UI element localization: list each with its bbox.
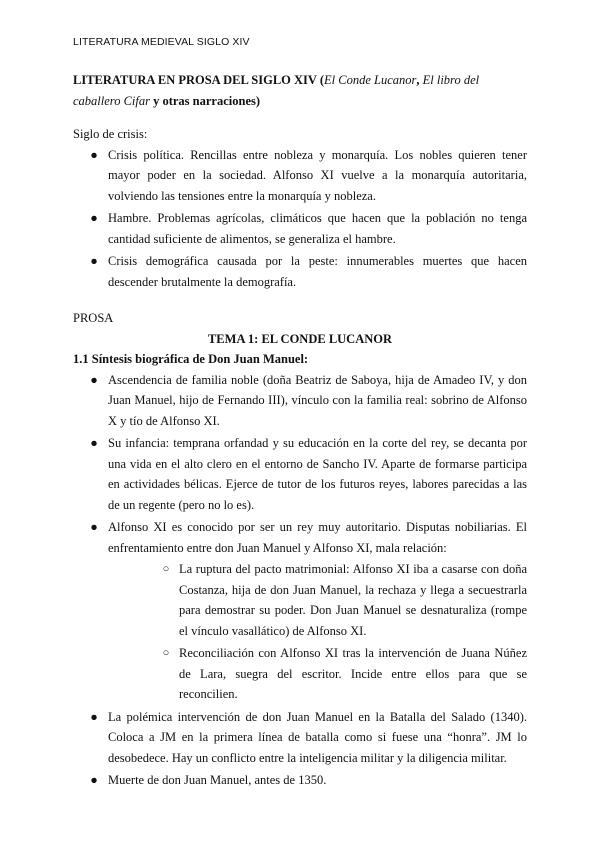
sub-list-item-text: La ruptura del pacto matrimonial: Alfonso XI iba a casarse con doña Costanza, hija de don Juan Manuel, la rechaza y llega a secuestrarla para demostrar su poder. Don Juan Manuel se desnaturaliza (rompe el vínculo vasallático) de Alfonso XI. — [179, 562, 527, 638]
bullet-icon: ● — [90, 709, 98, 724]
title-bold-start: LITERATURA EN PROSA DEL SIGLO XIV ( — [73, 73, 324, 87]
bullet-icon: ● — [90, 372, 98, 387]
list-item-text: Hambre. Problemas agrícolas, climáticos que hacen que la población no tenga cantidad suficiente de alimentos, se generaliza el hambre. — [108, 211, 527, 246]
bullet-icon: ● — [90, 520, 98, 534]
list-item-text: Muerte de don Juan Manuel, antes de 1350. — [108, 773, 327, 787]
bullet-icon: ● — [90, 254, 98, 268]
bio-list — [73, 370, 527, 791]
tema-title: TEMA 1: EL CONDE LUCANOR — [207, 331, 393, 346]
sub-list-item — [144, 643, 527, 705]
bullet-icon: ● — [90, 436, 98, 450]
title-italic-1: El Conde Lucanor — [324, 73, 417, 87]
sub-list-item — [144, 559, 527, 641]
crisis-list — [73, 145, 527, 293]
list-item — [73, 145, 527, 207]
title-sep: , — [416, 73, 423, 87]
hollow-bullet-icon: ○ — [162, 647, 170, 659]
prosa-label: PROSA — [73, 311, 114, 325]
document-body — [73, 70, 527, 793]
list-item-text: Su infancia: temprana orfandad y su educación en la corte del rey, se decanta por una vida en el alto clero en el entorno de Sancho IV. Aparte de formarse participa en actividades bélicas. Ejerce de tutor de los futuros reyes, labores parecidas a las de un regente (pero no lo es). — [108, 436, 527, 512]
section-title: 1.1 Síntesis biográfica de Don Juan Manuel: — [73, 352, 309, 366]
list-item — [73, 517, 527, 705]
title-bold-end: y otras narraciones) — [149, 93, 261, 108]
list-item — [73, 433, 527, 515]
sub-list-item-text: Reconciliación con Alfonso XI tras la intervención de Juana Núñez de Lara, suegra del escritor. Incide entre ellos para que se reconcilien. — [179, 646, 527, 701]
title-italic-2: El libro del caballero Cifar — [73, 73, 480, 108]
list-item — [73, 707, 527, 769]
list-item-text: Crisis política. Rencillas entre nobleza y monarquía. Los nobles quieren tener mayor poder en la sociedad. Alfonso XI vuelve a la monarquía autoritaria, volviendo las tensiones entre la monarquía y nobleza. — [108, 147, 527, 203]
document-title — [73, 70, 527, 111]
bullet-icon: ● — [90, 211, 98, 225]
list-item — [73, 370, 527, 432]
list-item — [73, 770, 527, 791]
crisis-label: Siglo de crisis: — [73, 127, 148, 141]
bullet-icon: ● — [90, 773, 98, 787]
list-item-text: Ascendencia de familia noble (doña Beatriz de Saboya, hija de Amadeo IV, y don Juan Manuel, hijo de Fernando III), vínculo con la familia real: sobrino de Alfonso X y tío de Alfonso XI. — [108, 372, 527, 428]
list-item-text: Alfonso XI es conocido por ser un rey muy autoritario. Disputas nobiliarias. El enfrentamiento entre don Juan Manuel y Alfonso XI, mala relación: — [108, 520, 527, 555]
hollow-bullet-icon: ○ — [162, 563, 170, 575]
bullet-icon: ● — [90, 147, 98, 162]
list-item-text: La polémica intervención de don Juan Manuel en la Batalla del Salado (1340). Coloca a JM en la primera línea de batalla como si fuese una “honra”. JM lo desobedece. Hay un conflicto entre la inteligencia militar y la diligencia militar. — [108, 709, 527, 765]
list-item — [73, 251, 527, 292]
sub-list — [108, 559, 527, 705]
page-header: LITERATURA MEDIEVAL SIGLO XIV — [73, 36, 250, 48]
list-item-text: Crisis demográfica causada por la peste: innumerables muertes que hacen descender brutalmente la demografía. — [108, 254, 527, 289]
list-item — [73, 208, 527, 249]
